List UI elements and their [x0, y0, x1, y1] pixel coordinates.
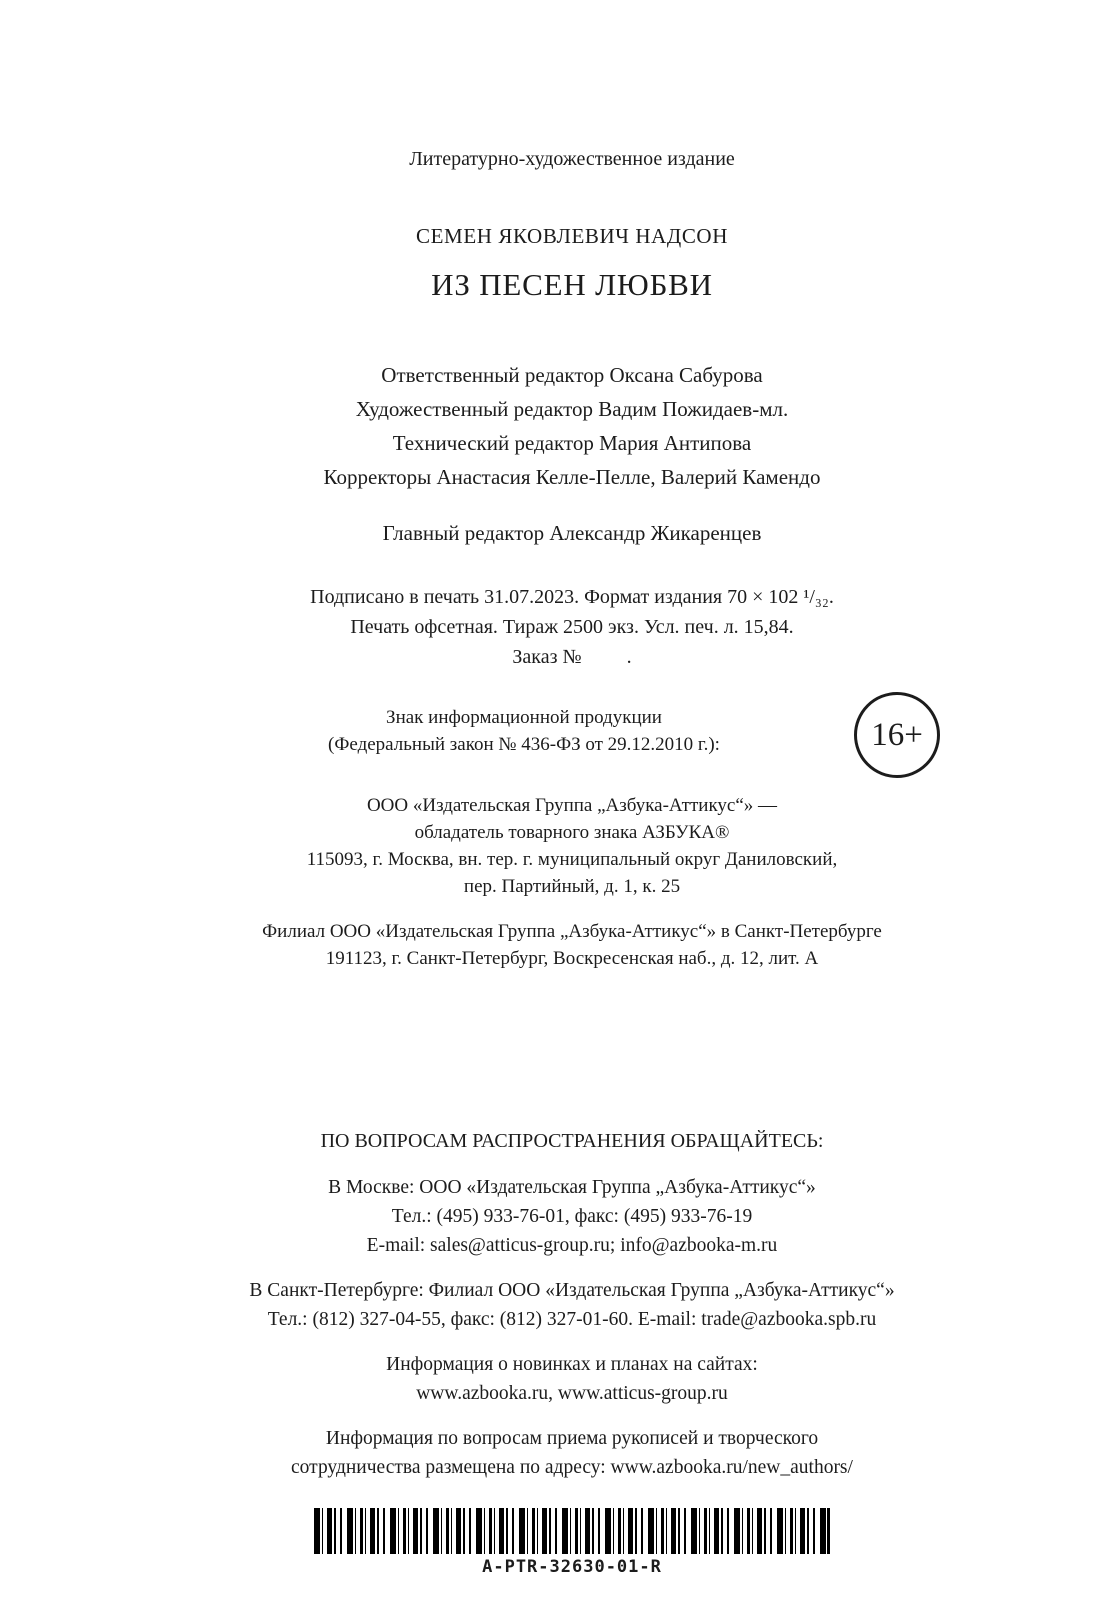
edition-type: Литературно-художественное издание: [409, 148, 735, 170]
publisher-line: ООО «Издательская Группа „Азбука-Аттикус“» —: [366, 795, 778, 816]
news-sites-line: www.azbooka.ru, www.atticus-group.ru: [416, 1383, 728, 1404]
publisher-line: обладатель товарного знака АЗБУКА®: [414, 822, 730, 843]
moscow-phone-line: Тел.: (495) 933-76-01, факс: (495) 933-76-19: [391, 1206, 753, 1227]
barcode: [314, 1508, 830, 1554]
staff-line: Художественный редактор Вадим Пожидаев-мл.: [355, 397, 789, 421]
age-mark-label: [134, 696, 914, 758]
print-info-line: Подписано в печать 31.07.2023. Формат издания 70 × 102 ¹/₃₂.: [310, 586, 834, 608]
manuscripts-info: [182, 1424, 962, 1482]
age-rating-value: 16+: [871, 716, 923, 753]
manuscripts-info-line: сотрудничества размещена по адресу: www.azbooka.ru/new_authors/: [291, 1457, 853, 1478]
chief-editor: Главный редактор Александр Жикаренцев: [382, 521, 762, 545]
age-mark-section: [182, 696, 962, 780]
print-info-block: [182, 582, 962, 672]
news-info-line: Информация о новинках и планах на сайтах:: [386, 1354, 758, 1375]
branch-address-line: 191123, г. Санкт-Петербург, Воскресенская наб., д. 12, лит. А: [325, 948, 819, 969]
age-mark-label-line: Знак информационной продукции: [386, 707, 662, 728]
colophon-page: [182, 0, 962, 1577]
branch-block: [182, 918, 962, 972]
age-rating-badge: [854, 692, 940, 778]
branch-line: Филиал ООО «Издательская Группа „Азбука-Аттикус“» в Санкт-Петербурге: [262, 921, 882, 942]
manuscripts-info-line: Информация по вопросам приема рукописей и творческого: [325, 1428, 819, 1449]
news-info: [182, 1350, 962, 1408]
print-info-line: Заказ № .: [512, 646, 632, 668]
staff-line: Технический редактор Мария Антипова: [392, 431, 752, 455]
publisher-address-line: пер. Партийный, д. 1, к. 25: [463, 876, 681, 897]
author-name: СЕМЕН ЯКОВЛЕВИЧ НАДСОН: [416, 224, 728, 248]
moscow-contacts-line: В Москве: ООО «Издательская Группа „Азбука-Аттикус“»: [328, 1177, 816, 1198]
distribution-heading: ПО ВОПРОСАМ РАСПРОСТРАНЕНИЯ ОБРАЩАЙТЕСЬ:: [320, 1130, 824, 1152]
staff-line: Корректоры Анастасия Келле-Пелле, Валерий Камендо: [323, 465, 821, 489]
print-info-line: Печать офсетная. Тираж 2500 экз. Усл. печ. л. 15,84.: [350, 616, 794, 638]
spb-contacts-line: В Санкт-Петербурге: Филиал ООО «Издательская Группа „Азбука-Аттикус“»: [249, 1280, 895, 1301]
barcode-section: [182, 1508, 962, 1577]
spb-contacts: [182, 1276, 962, 1334]
publisher-block: [182, 792, 962, 900]
moscow-email-line: E-mail: sales@atticus-group.ru; info@azbooka-m.ru: [366, 1235, 778, 1256]
book-title: ИЗ ПЕСЕН ЛЮБВИ: [431, 267, 713, 302]
publisher-address-line: 115093, г. Москва, вн. тер. г. муниципальный округ Даниловский,: [306, 849, 838, 870]
spb-phone-line: Тел.: (812) 327-04-55, факс: (812) 327-01-60. E-mail: trade@azbooka.spb.ru: [267, 1309, 877, 1330]
staff-line: Ответственный редактор Оксана Сабурова: [381, 363, 763, 387]
age-mark-label-line: (Федеральный закон № 436-ФЗ от 29.12.2010 г.):: [328, 734, 720, 755]
barcode-label: A-PTR-32630-01-R: [482, 1557, 662, 1577]
staff-block: [182, 358, 962, 494]
moscow-contacts: [182, 1173, 962, 1260]
